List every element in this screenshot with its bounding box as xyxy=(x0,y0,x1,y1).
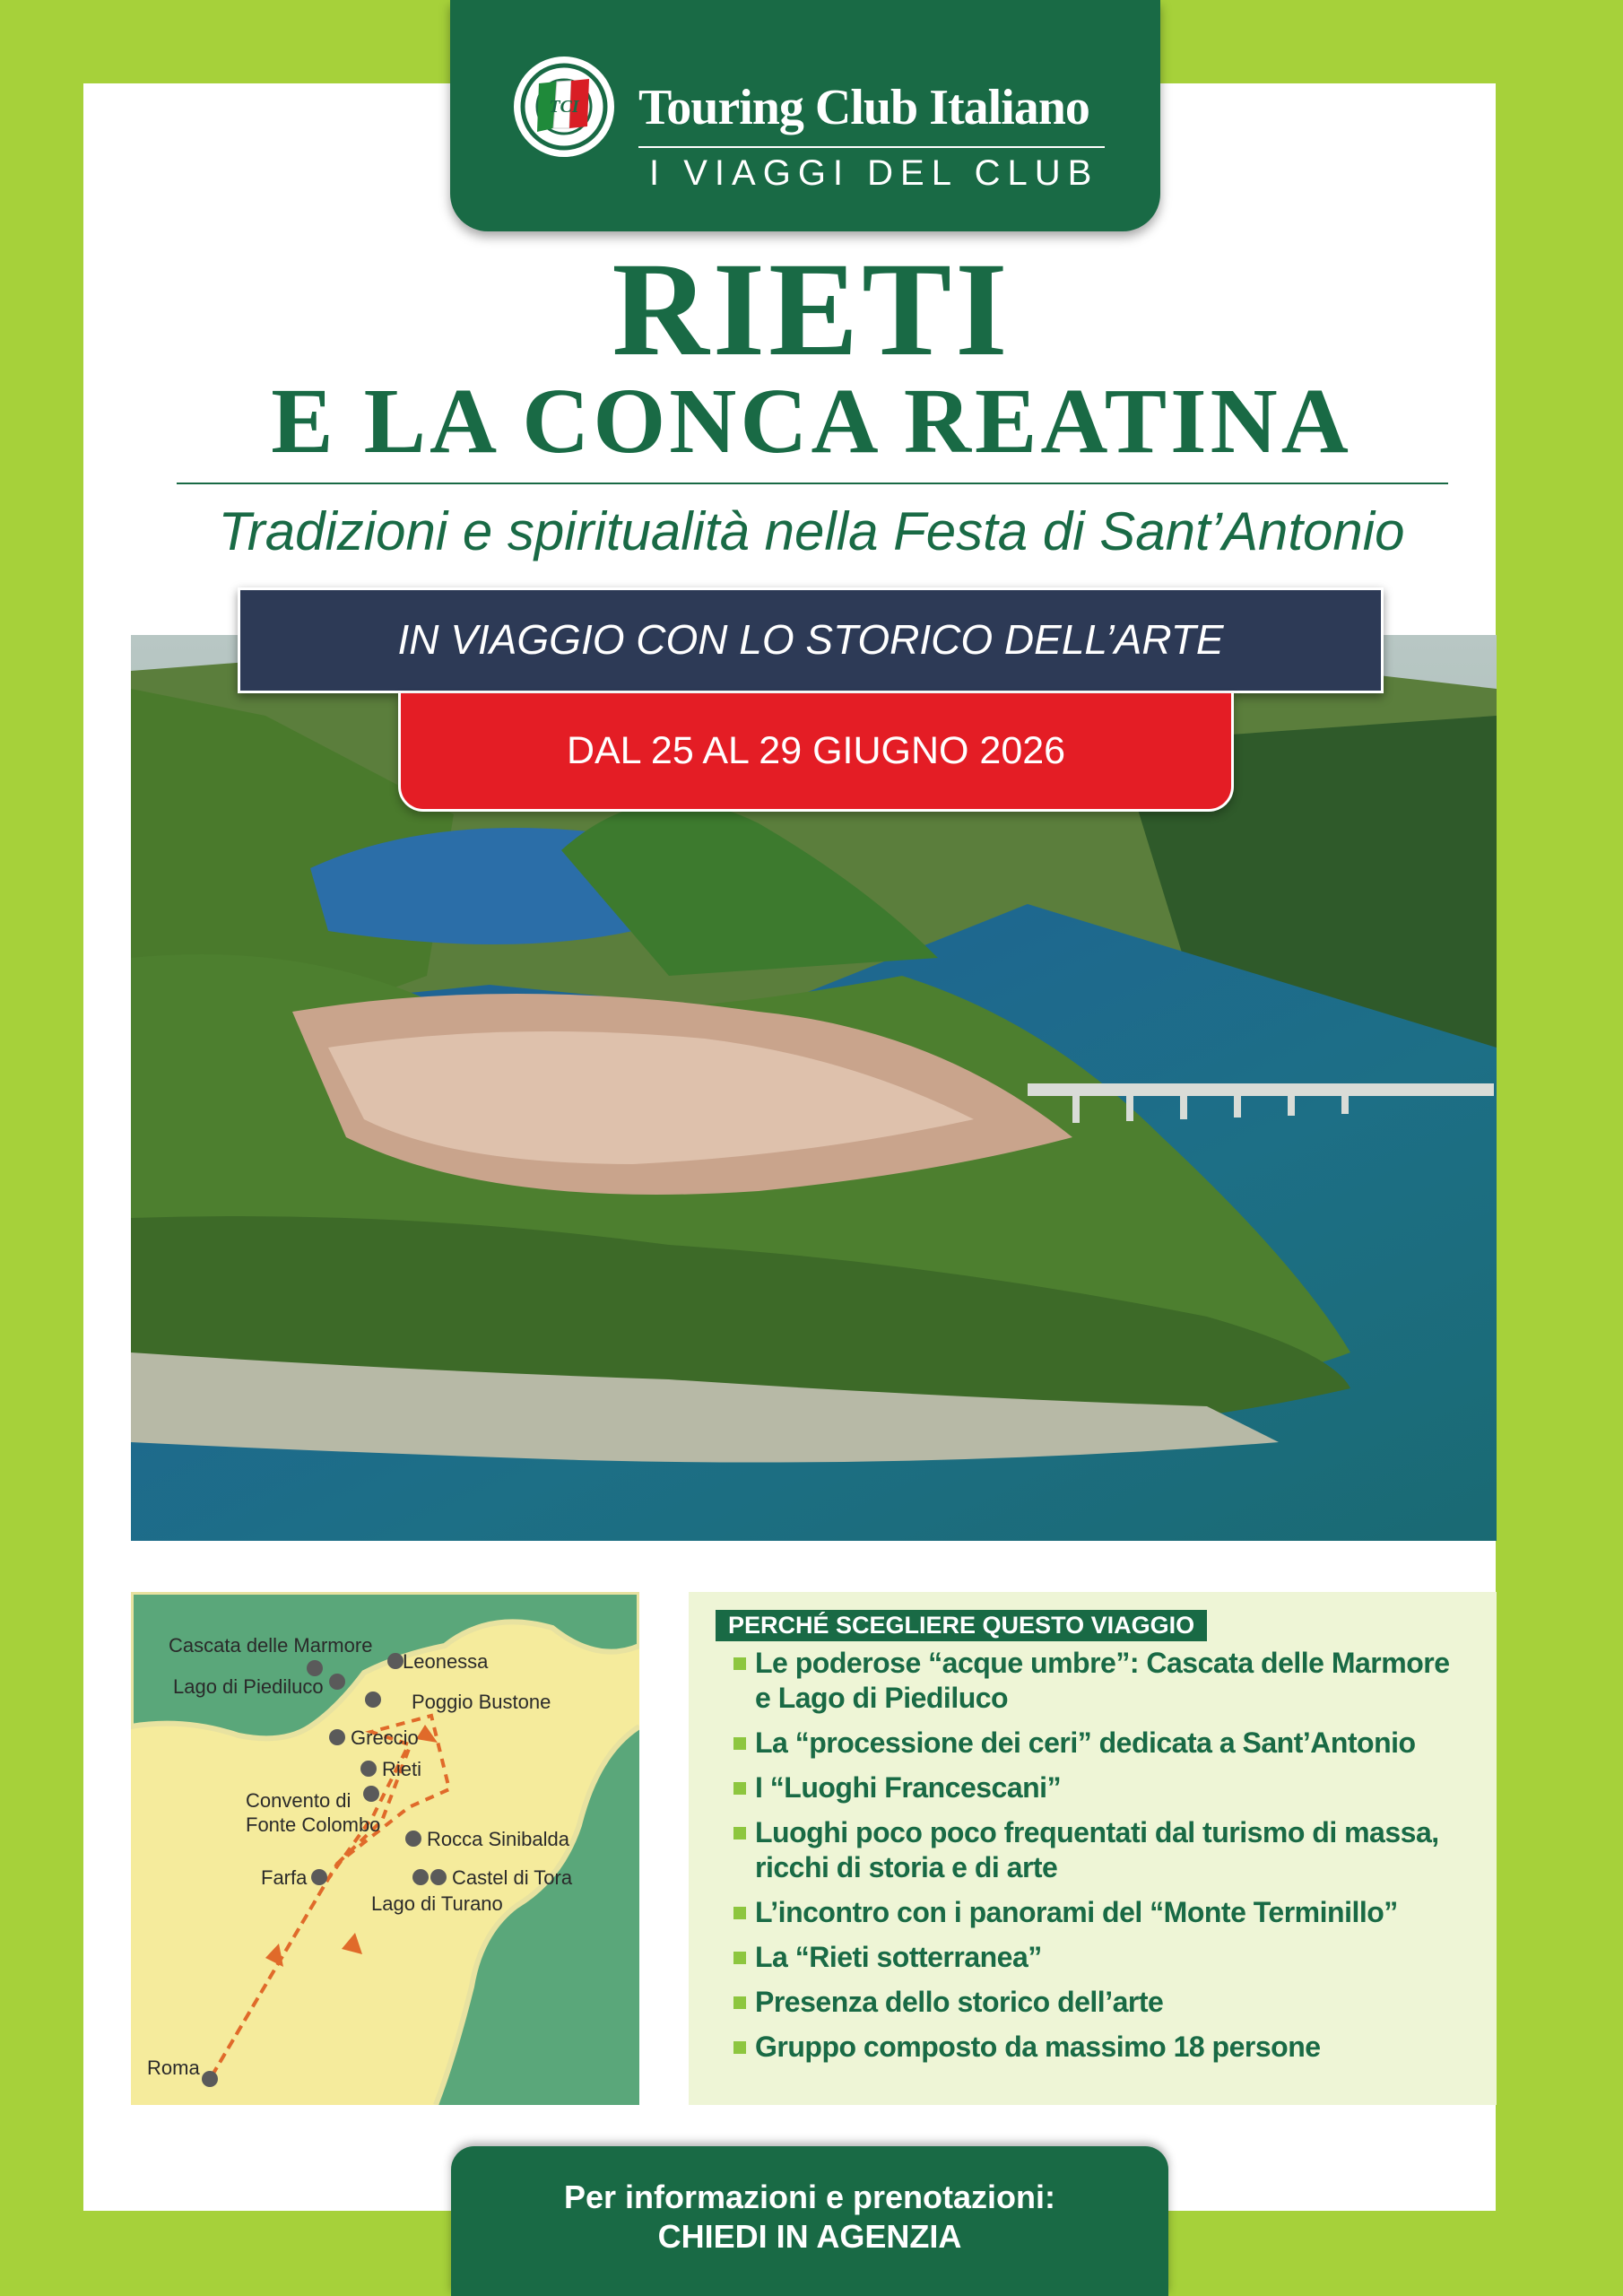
reasons-list xyxy=(733,1646,1478,2074)
map-label-rieti: Rieti xyxy=(382,1758,422,1780)
reason-text: Le poderose “acque umbre”: Cascata delle Marmore xyxy=(755,1647,1450,1679)
main-title: RIETI xyxy=(612,235,1011,384)
map-marker xyxy=(307,1660,323,1676)
reason-text: Luoghi poco poco frequentati dal turismo di massa, xyxy=(755,1816,1439,1848)
tci-logo-icon xyxy=(511,54,617,160)
reason-text: La “processione dei ceri” dedicata a Sant’Antonio xyxy=(755,1726,1416,1759)
reason-text: I “Luoghi Francescani” xyxy=(755,1771,1062,1804)
map-label-farfa: Farfa xyxy=(261,1866,308,1889)
bullet-icon xyxy=(733,2041,746,2054)
map-label-convento: Convento di xyxy=(246,1789,352,1812)
map-label-greccio: Greccio xyxy=(351,1726,419,1749)
logo-text: TCI xyxy=(549,97,579,117)
footer-info-tab xyxy=(451,2146,1168,2296)
reason-item xyxy=(733,1726,1478,1761)
reason-text-cont: e Lago di Piediluco xyxy=(755,1682,1009,1714)
reasons-heading: PERCHÉ SCEGLIERE QUESTO VIAGGIO xyxy=(716,1610,1207,1641)
map-label-leonessa: Leonessa xyxy=(403,1650,489,1673)
map-label-rocca-sinibalda: Rocca Sinibalda xyxy=(427,1828,569,1850)
brand-name: Touring Club Italiano xyxy=(638,80,1089,135)
reason-item xyxy=(733,1940,1478,1975)
brand-divider xyxy=(638,146,1105,148)
bullet-icon xyxy=(733,1657,746,1670)
guide-banner: IN VIAGGIO CON LO STORICO DELL’ARTE xyxy=(238,587,1384,693)
reason-item xyxy=(733,1985,1478,2020)
title-divider xyxy=(177,483,1448,484)
reason-item xyxy=(733,1646,1478,1716)
reason-text: L’incontro con i panorami del “Monte Terminillo” xyxy=(755,1896,1398,1928)
bullet-icon xyxy=(733,1996,746,2009)
footer-info-label: Per informazioni e prenotazioni: xyxy=(563,2179,1056,2215)
reason-text-cont: ricchi di storia e di arte xyxy=(755,1851,1058,1883)
map-label-fonte-colombo: Fonte Colombo xyxy=(246,1813,381,1836)
map-label-poggio-bustone: Poggio Bustone xyxy=(412,1691,551,1713)
reason-item xyxy=(733,2030,1478,2065)
main-title-line2: E LA CONCA REATINA xyxy=(271,370,1352,473)
brand-subtitle: I VIAGGI DEL CLUB xyxy=(649,153,1099,193)
bullet-icon xyxy=(733,1952,746,1964)
map-label-lago-di-turano: Lago di Turano xyxy=(371,1892,503,1915)
subtitle: Tradizioni e spiritualità nella Festa di Sant’Antonio xyxy=(218,501,1405,561)
map-label-castel-di-tora: Castel di Tora xyxy=(452,1866,573,1889)
reason-text: La “Rieti sotterranea” xyxy=(755,1941,1042,1973)
bullet-icon xyxy=(733,1907,746,1919)
reason-text: Presenza dello storico dell’arte xyxy=(755,1986,1164,2018)
reason-item xyxy=(733,1815,1478,1885)
reason-text: Gruppo composto da massimo 18 persone xyxy=(755,2031,1321,2063)
route-map xyxy=(131,1592,639,2105)
bullet-icon xyxy=(733,1782,746,1795)
reason-item xyxy=(733,1770,1478,1805)
map-label-marmore: Cascata delle Marmore xyxy=(169,1634,373,1657)
reasons-box xyxy=(689,1592,1497,2105)
bullet-icon xyxy=(733,1827,746,1839)
header-brand-tab xyxy=(450,0,1160,231)
map-label-piediluco: Lago di Piediluco xyxy=(173,1675,324,1698)
reason-item xyxy=(733,1895,1478,1930)
bullet-icon xyxy=(733,1737,746,1750)
map-label-roma: Roma xyxy=(147,2057,200,2079)
dates-banner: DAL 25 AL 29 GIUGNO 2026 xyxy=(398,693,1234,812)
footer-cta: CHIEDI IN AGENZIA xyxy=(657,2218,962,2255)
